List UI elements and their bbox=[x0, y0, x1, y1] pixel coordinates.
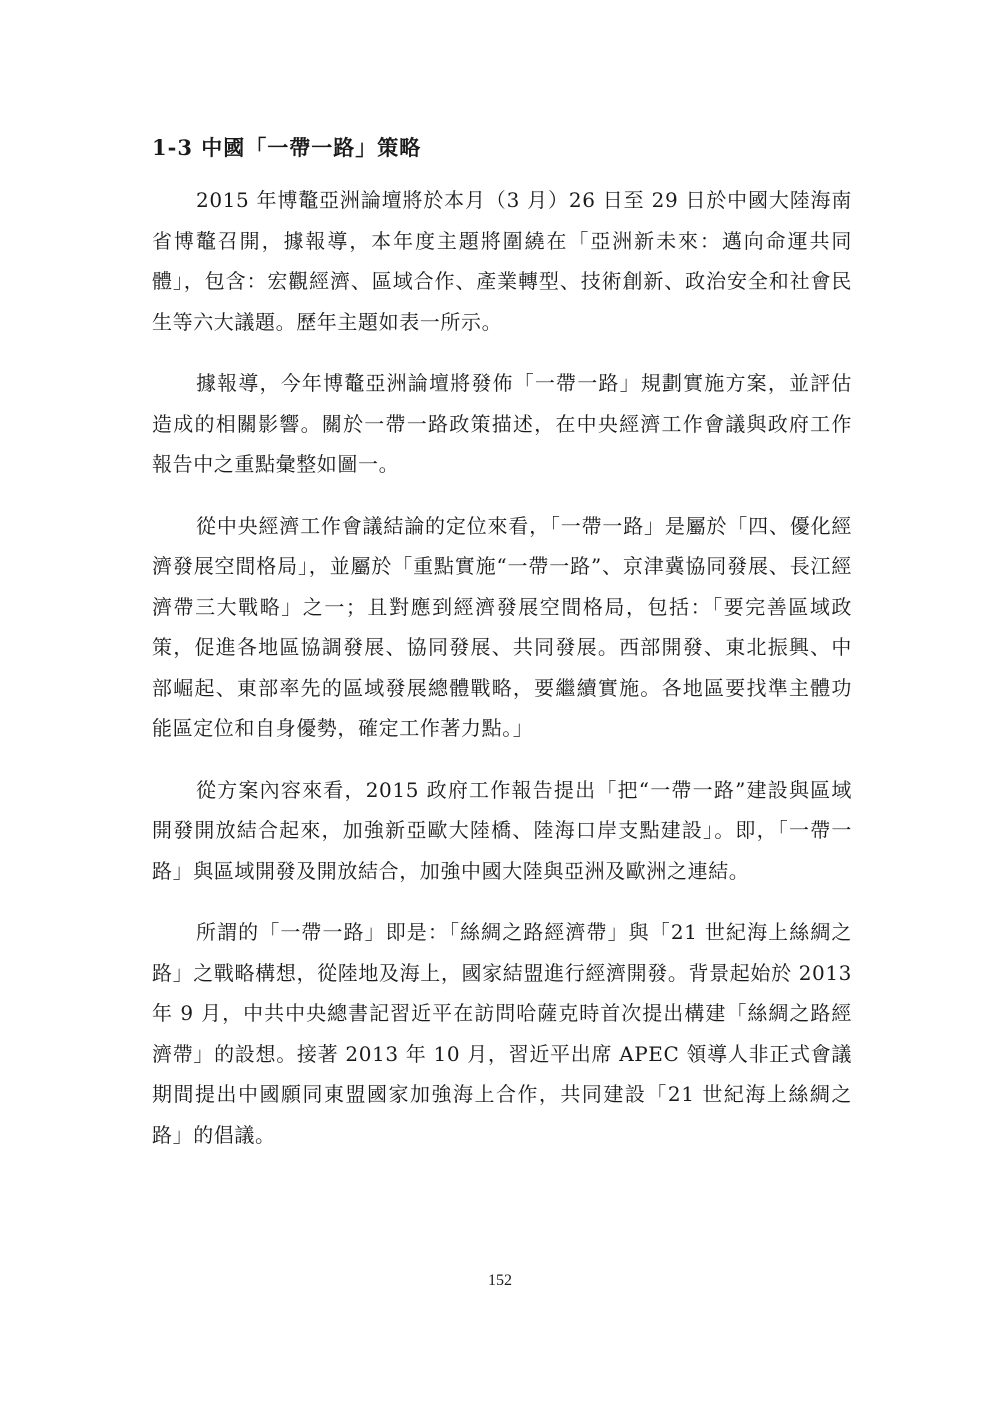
paragraph-economic-work-conference: 從中央經濟工作會議結論的定位來看，「一帶一路」是屬於「四、優化經濟發展空間格局」，並屬於「重點實施“一帶一路”、京津冀協同發展、長江經濟帶三大戰略」之一；且對應到經濟發展空間格局，包括：「要完善區域政策，促進各地區協調發展、協同發展、共同發展。西部開發、東北振興、中部崛起、東部率先的區域發展總體戰略，要繼續實施。各地區要找準主體功能區定位和自身優勢，確定工作著力點。」 bbox=[152, 513, 852, 740]
paragraph-belt-and-road-definition: 所謂的「一帶一路」即是：「絲綢之路經濟帶」與「21 世紀海上絲綢之路」之戰略構想，從陸地及海上，國家結盟進行經濟開發。背景起始於 2013 年 9 月，中共中央總書記習近平在訪問哈薩克時首次提出構建「絲綢之路經濟帶」的設想。接著 2013 年 10 月，習近平出席 APEC 領導人非正式會議期間提出中國願同東盟國家加強海上合作，共同建設「21 世紀海上絲綢之路」的倡議。 bbox=[152, 920, 852, 1147]
paragraph-boao-forum: 2015 年博鼇亞洲論壇將於本月（3 月）26 日至 29 日於中國大陸海南省博鼇召開，據報導，本年度主題將圍繞在「亞洲新未來：邁向命運共同體」，包含：宏觀經濟、區域合作、產業轉型、技術創新、政治安全和社會民生等六大議題。歷年主題如表一所示。 bbox=[152, 188, 852, 334]
body-text bbox=[152, 180, 852, 1176]
page-number: 152 bbox=[488, 1272, 512, 1289]
paragraph-government-work-report: 從方案內容來看，2015 政府工作報告提出「把“一帶一路”建設與區域開發開放結合起來，加強新亞歐大陸橋、陸海口岸支點建設」。即，「一帶一路」與區域開發及開放結合，加強中國大陸與亞洲及歐洲之連結。 bbox=[152, 777, 852, 883]
paragraph-report-summary: 據報導，今年博鼇亞洲論壇將發佈「一帶一路」規劃實施方案，並評估造成的相關影響。關於一帶一路政策描述，在中央經濟工作會議與政府工作報告中之重點彙整如圖一。 bbox=[152, 371, 852, 476]
section-heading: 1-3 中國「一帶一路」策略 bbox=[152, 135, 422, 160]
